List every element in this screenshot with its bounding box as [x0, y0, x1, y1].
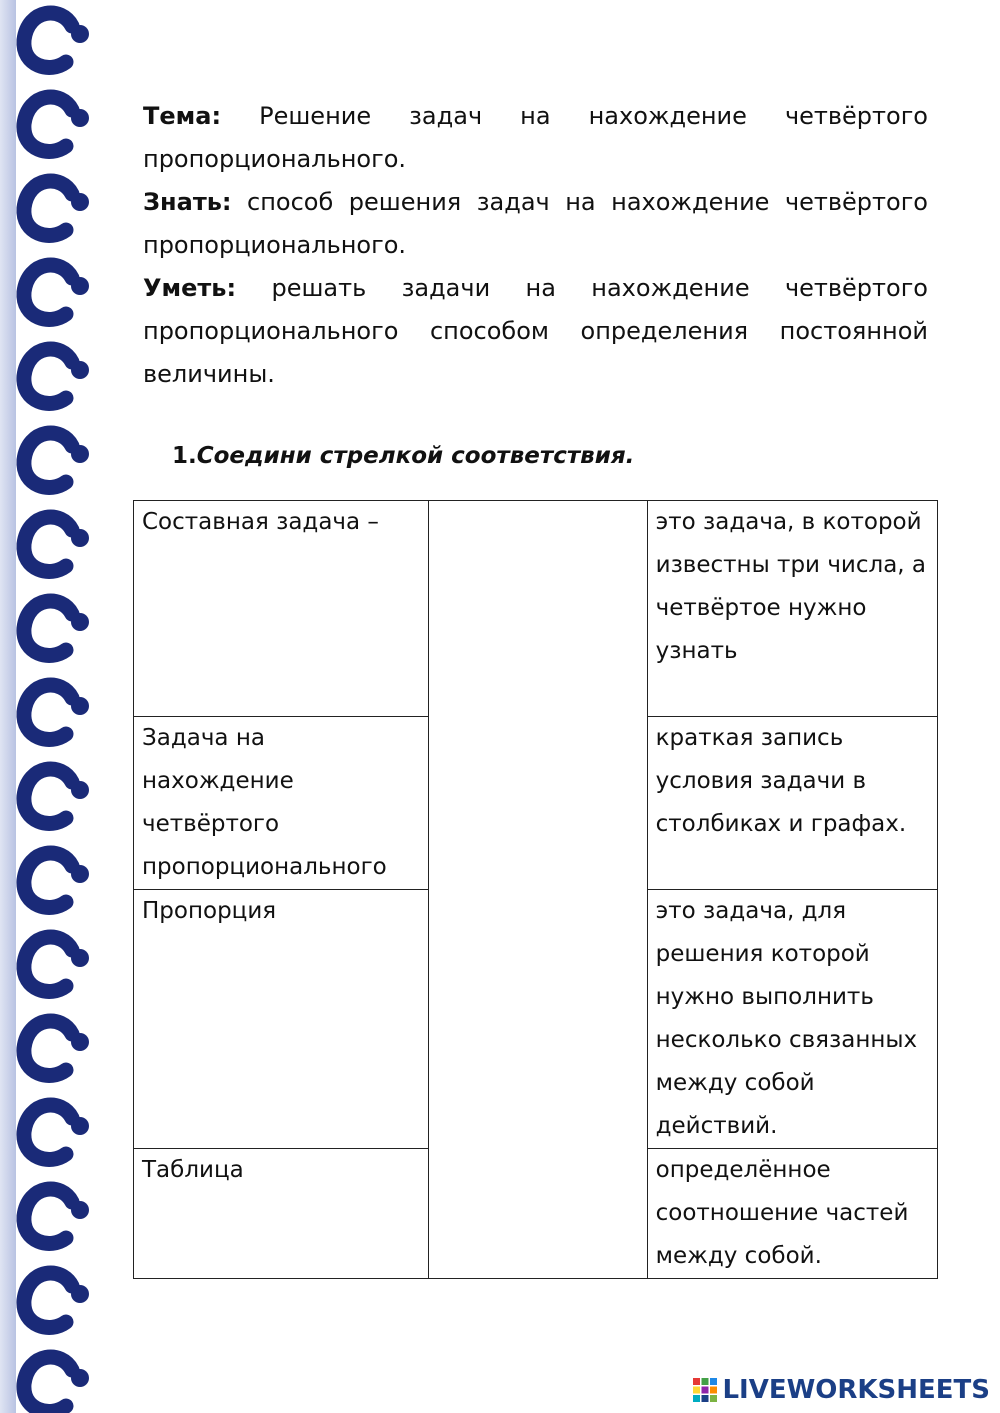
spiral-hole: [71, 1201, 89, 1219]
spiral-hole: [71, 529, 89, 547]
skill-label: Уметь:: [143, 274, 237, 302]
spiral-ring: [24, 181, 72, 235]
term-cell: Составная задача –: [134, 501, 429, 717]
spiral-hole: [71, 613, 89, 631]
spiral-hole: [71, 949, 89, 967]
skill-line: [143, 267, 928, 396]
spiral-hole: [71, 865, 89, 883]
spiral-hole: [71, 277, 89, 295]
logo-grid-icon: [692, 1377, 718, 1403]
spiral-binding: [0, 0, 100, 1413]
definition-cell: это задача, для решения которой нужно выполнить несколько связанных между собой действий.: [647, 890, 937, 1149]
spiral-ring: [24, 1105, 72, 1159]
spiral-hole: [71, 361, 89, 379]
liveworksheets-logo: [692, 1375, 990, 1405]
topic-text: Решение задач на нахождение четвёртого пропорционального.: [143, 102, 928, 173]
term-cell: Таблица: [134, 1149, 429, 1279]
spiral-ring: [24, 433, 72, 487]
spiral-hole: [71, 1285, 89, 1303]
spiral-hole: [71, 781, 89, 799]
spiral-hole: [71, 109, 89, 127]
know-label: Знать:: [143, 188, 232, 216]
task-number: 1.: [172, 443, 197, 469]
spiral-hole: [71, 25, 89, 43]
task-title: Соедини стрелкой соответствия.: [196, 443, 635, 469]
lesson-objectives: [143, 95, 928, 396]
definition-cell: краткая запись условия задачи в столбиках и графах.: [647, 717, 937, 890]
term-cell: Пропорция: [134, 890, 429, 1149]
spiral-ring: [24, 1273, 72, 1327]
spiral-ring: [24, 685, 72, 739]
term-cell: Задача на нахождение четвёртого пропорционального: [134, 717, 429, 890]
matching-table: [133, 500, 938, 1279]
spiral-ring: [24, 601, 72, 655]
spiral-hole: [71, 1369, 89, 1387]
spiral-ring: [24, 1357, 72, 1411]
table-row: [134, 501, 938, 717]
know-text: способ решения задач на нахождение четвёртого пропорционального.: [143, 188, 928, 259]
spiral-hole: [71, 193, 89, 211]
spiral-ring: [24, 769, 72, 823]
logo-text: LIVEWORKSHEETS: [722, 1375, 990, 1405]
spiral-ring: [24, 517, 72, 571]
spiral-ring: [24, 937, 72, 991]
definition-cell: определённое соотношение частей между собой.: [647, 1149, 937, 1279]
spiral-hole: [71, 697, 89, 715]
spiral-ring: [24, 97, 72, 151]
spiral-hole: [71, 1033, 89, 1051]
spiral-ring: [24, 1189, 72, 1243]
spiral-ring: [24, 349, 72, 403]
know-line: [143, 181, 928, 267]
spiral-ring: [24, 853, 72, 907]
topic-label: Тема:: [143, 102, 222, 130]
spiral-hole: [71, 1117, 89, 1135]
topic-line: [143, 95, 928, 181]
spiral-ring: [24, 13, 72, 67]
spiral-hole: [71, 445, 89, 463]
skill-text: решать задачи на нахождение четвёртого пропорционального способом определения постоянной величины.: [143, 274, 928, 388]
arrow-drawing-area[interactable]: [429, 501, 647, 1279]
spiral-ring: [24, 265, 72, 319]
definition-cell: это задача, в которой известны три числа, а четвёртое нужно узнать: [647, 501, 937, 717]
task-heading: [172, 443, 634, 469]
spiral-ring: [24, 1021, 72, 1075]
